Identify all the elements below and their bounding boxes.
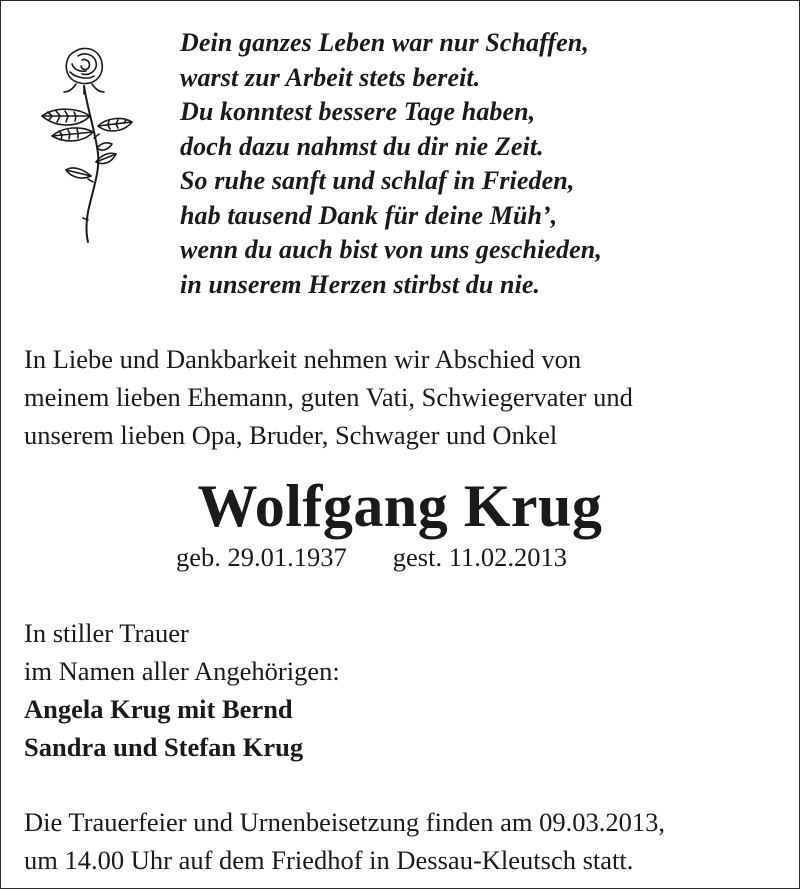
poem-line: warst zur Arbeit stets bereit. <box>180 62 481 92</box>
poem-line: doch dazu nahmst du dir nie Zeit. <box>180 131 544 161</box>
rose-icon <box>36 42 136 247</box>
mourner-name: Sandra und Stefan Krug <box>24 732 304 762</box>
poem-line: Dein ganzes Leben war nur Schaffen, <box>180 28 589 57</box>
poem-line: wenn du auch bist von uns geschieden, <box>180 235 602 264</box>
death-date: gest. 11.02.2013 <box>392 542 567 572</box>
funeral-line: um 14.00 Uhr auf dem Friedhof in Dessau-Kleutsch statt. <box>24 845 634 875</box>
farewell-intro <box>24 340 633 454</box>
life-dates <box>176 539 567 575</box>
mourners <box>24 614 340 766</box>
mourner-name: Angela Krug mit Bernd <box>24 694 293 724</box>
funeral-line: Die Trauerfeier und Urnenbeisetzung finden am 09.03.2013, <box>24 807 665 837</box>
poem-line: in unserem Herzen stirbst du nie. <box>180 269 541 299</box>
poem <box>180 26 602 302</box>
mourning-line: In stiller Trauer <box>24 618 189 648</box>
intro-line: unserem lieben Opa, Bruder, Schwager und Onkel <box>24 420 558 450</box>
poem-line: So ruhe sanft und schlaf in Frieden, <box>180 166 575 195</box>
poem-line: hab tausend Dank für deine Müh’, <box>180 200 558 230</box>
funeral-notice <box>24 803 665 879</box>
poem-line: Du konntest bessere Tage haben, <box>180 97 536 126</box>
deceased-name: Wolfgang Krug <box>197 473 603 539</box>
mourning-line: im Namen aller Angehörigen: <box>24 656 340 686</box>
intro-line: In Liebe und Dankbarkeit nehmen wir Abschied von <box>24 344 582 374</box>
intro-line: meinem lieben Ehemann, guten Vati, Schwiegervater und <box>24 382 633 412</box>
birth-date: geb. 29.01.1937 <box>176 542 347 572</box>
